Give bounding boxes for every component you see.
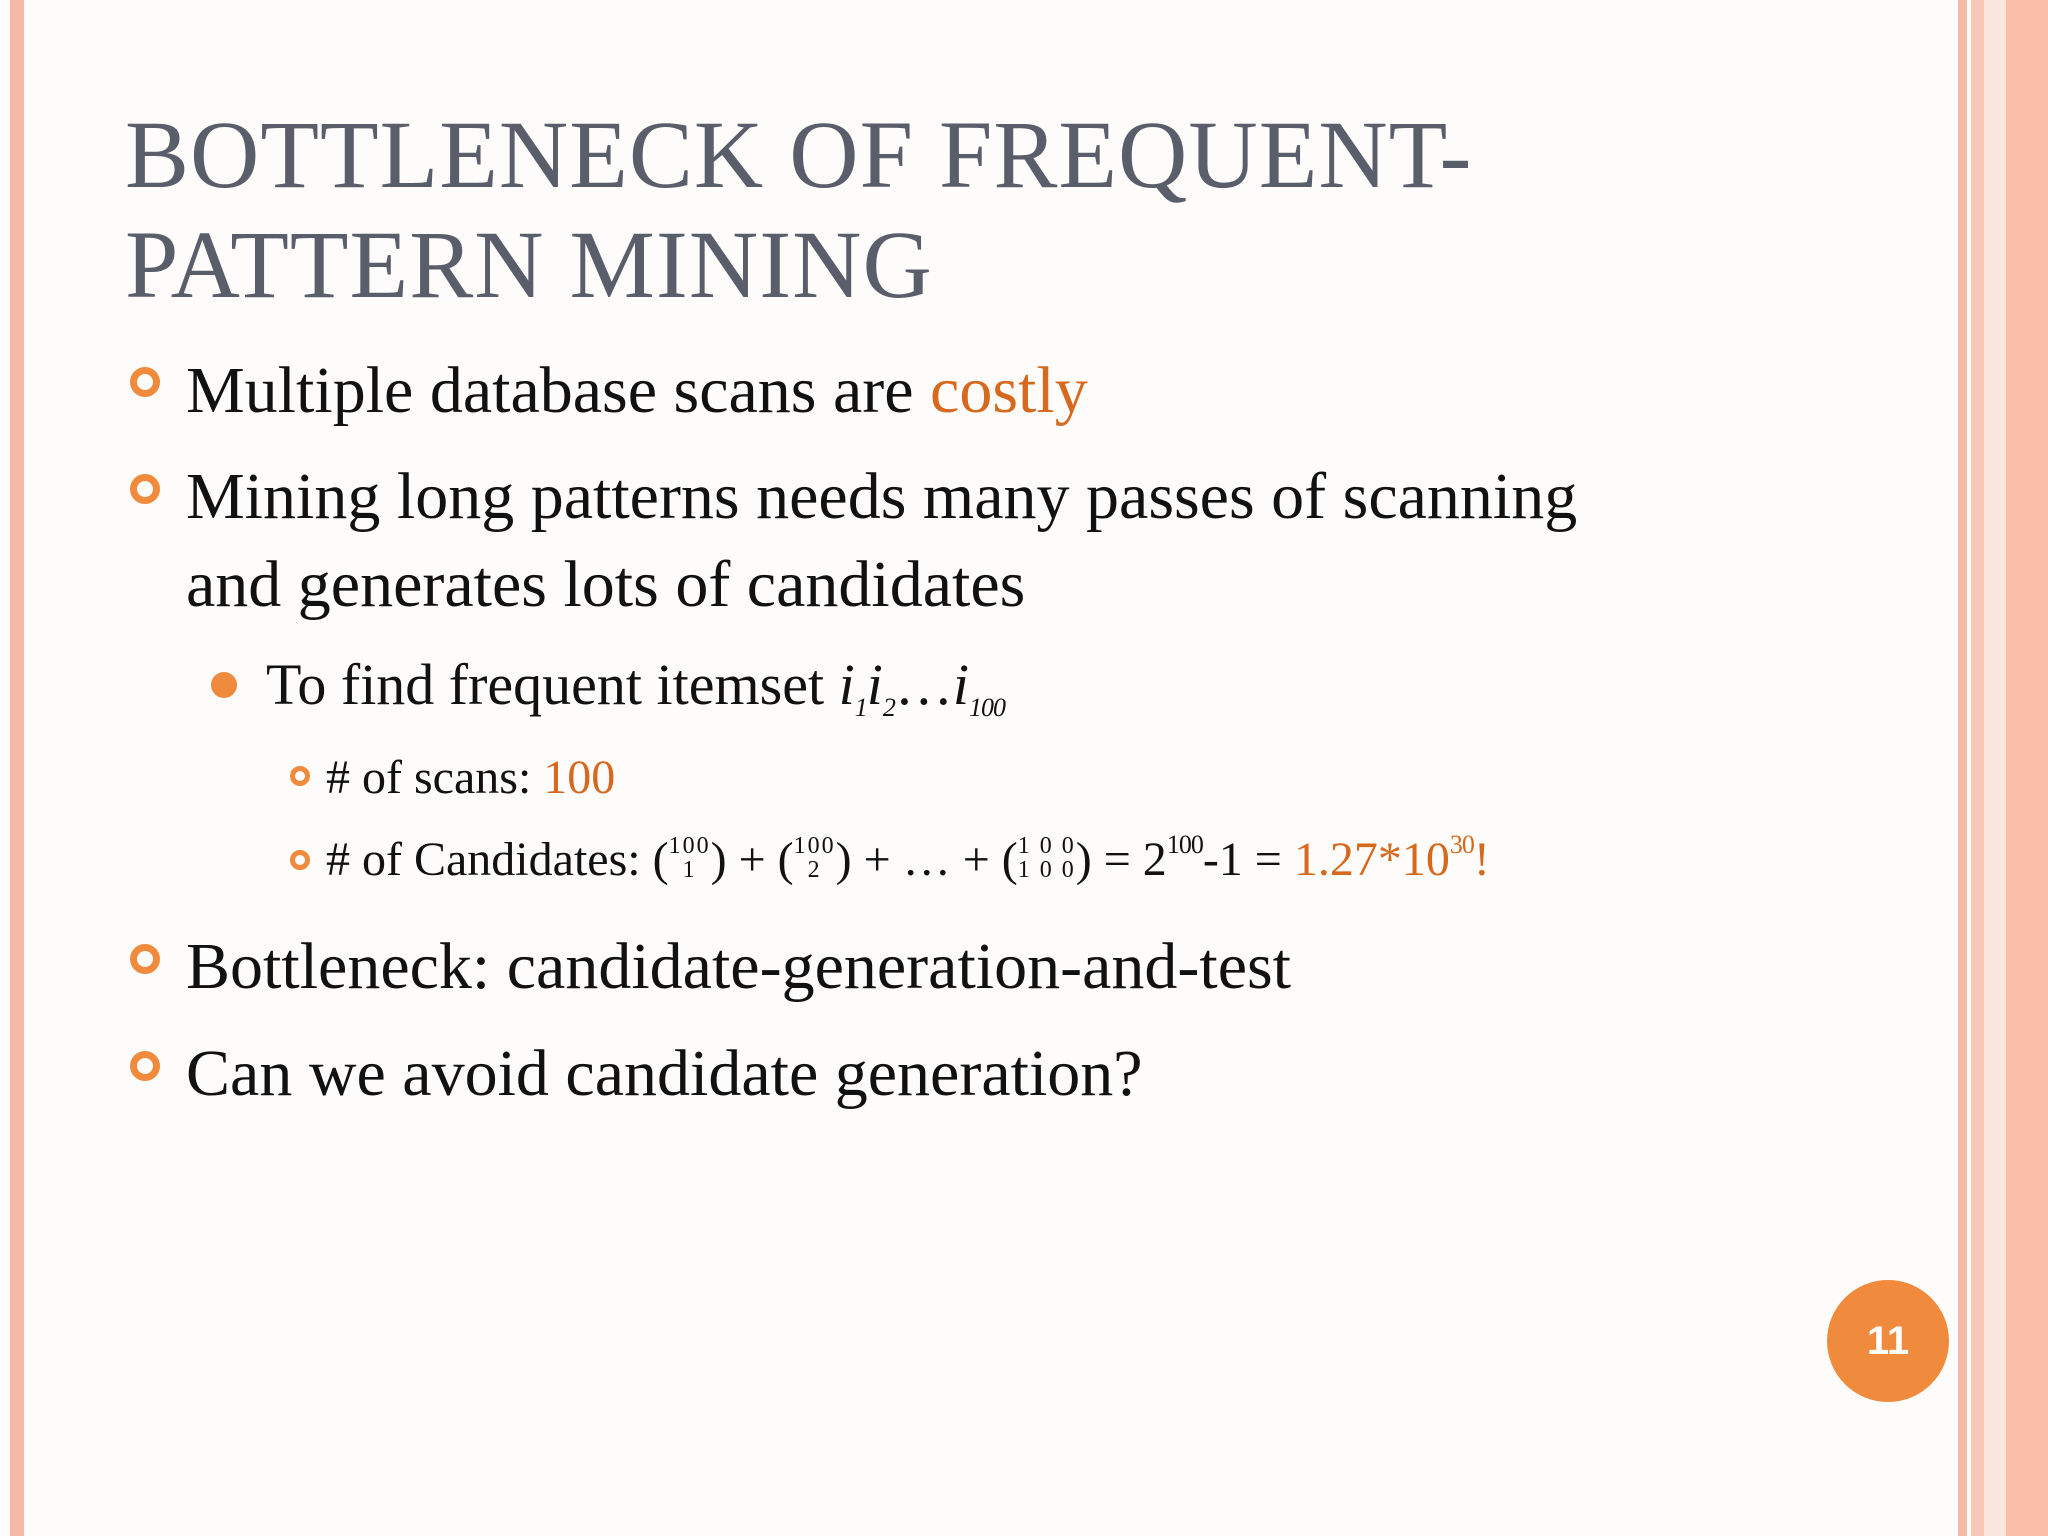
binom-top: 100 (793, 832, 836, 859)
plus-sign: ) + ( (710, 833, 794, 886)
bullet-ring-small-icon (290, 766, 310, 786)
bullet-text: Multiple database scans are (186, 354, 931, 427)
exponent-100: 100 (1166, 830, 1203, 859)
plus-ellipsis: ) + … + ( (835, 833, 1018, 886)
right-border-stripe-1 (1958, 0, 1967, 1536)
binom-top: 100 (668, 832, 711, 859)
itemset-i2: i (866, 652, 883, 717)
bullet-avoid-candidate-generation: Can we avoid candidate generation? (186, 1037, 1143, 1110)
bullet-text: To find frequent itemset (266, 652, 839, 717)
left-border-stripe (10, 0, 24, 1536)
slide-title (125, 100, 1925, 320)
minus-one: -1 = (1202, 833, 1294, 886)
subscript-1: 1 (854, 693, 867, 722)
right-border-stripe-4 (2006, 0, 2048, 1536)
binomial-100-100 (1018, 834, 1076, 882)
binomial-100-1 (669, 834, 711, 882)
binom-bottom: 1 0 0 (1017, 856, 1076, 883)
bullet-ring-icon (130, 367, 160, 397)
subscript-2: 2 (882, 693, 895, 722)
title-line-2: PATTERN MINING (125, 211, 933, 318)
itemset-i1: i (838, 652, 855, 717)
ellipsis: … (894, 652, 953, 717)
right-border-frame (1958, 0, 2048, 1536)
right-border-stripe-2 (1971, 0, 1984, 1536)
bullet-bottleneck: Bottleneck: candidate-generation-and-test (186, 930, 1292, 1003)
result-exponent: 30 (1449, 830, 1474, 859)
highlight-costly: costly (930, 354, 1088, 427)
result-exclamation: ! (1473, 833, 1490, 886)
bullet-find-itemset (266, 650, 1005, 731)
bullet-num-candidates (326, 830, 1490, 897)
bullet-ring-icon (130, 1051, 160, 1081)
binom-top: 1 0 0 (1017, 832, 1076, 859)
result-value: 1.27*10 (1293, 833, 1450, 886)
candidates-prefix: # of Candidates: ( (326, 833, 669, 886)
bullet-ring-icon (130, 944, 160, 974)
bullet-dot-icon (211, 672, 237, 698)
title-line-1: BOTTLENECK OF FREQUENT- (125, 101, 1473, 208)
binomial-100-2 (794, 834, 836, 882)
page-number-badge: 11 (1827, 1280, 1949, 1402)
bullet-multiple-scans (186, 347, 1088, 435)
binom-bottom: 1 (682, 856, 697, 883)
scans-value: 100 (543, 751, 616, 804)
equals-two: ) = 2 (1075, 833, 1167, 886)
subscript-100: 100 (968, 693, 1005, 722)
bullet-text: # of scans: (326, 751, 544, 804)
bullet-num-scans (326, 748, 615, 808)
bullet-mining-long-patterns-line1: Mining long patterns needs many passes of scanning (186, 460, 1578, 533)
right-border-stripe-3 (1984, 0, 2006, 1536)
bullet-ring-small-icon (290, 850, 310, 870)
binom-bottom: 2 (807, 856, 822, 883)
bullet-ring-icon (130, 474, 160, 504)
itemset-i100: i (952, 652, 969, 717)
bullet-mining-long-patterns-line2: and generates lots of candidates (186, 548, 1026, 621)
